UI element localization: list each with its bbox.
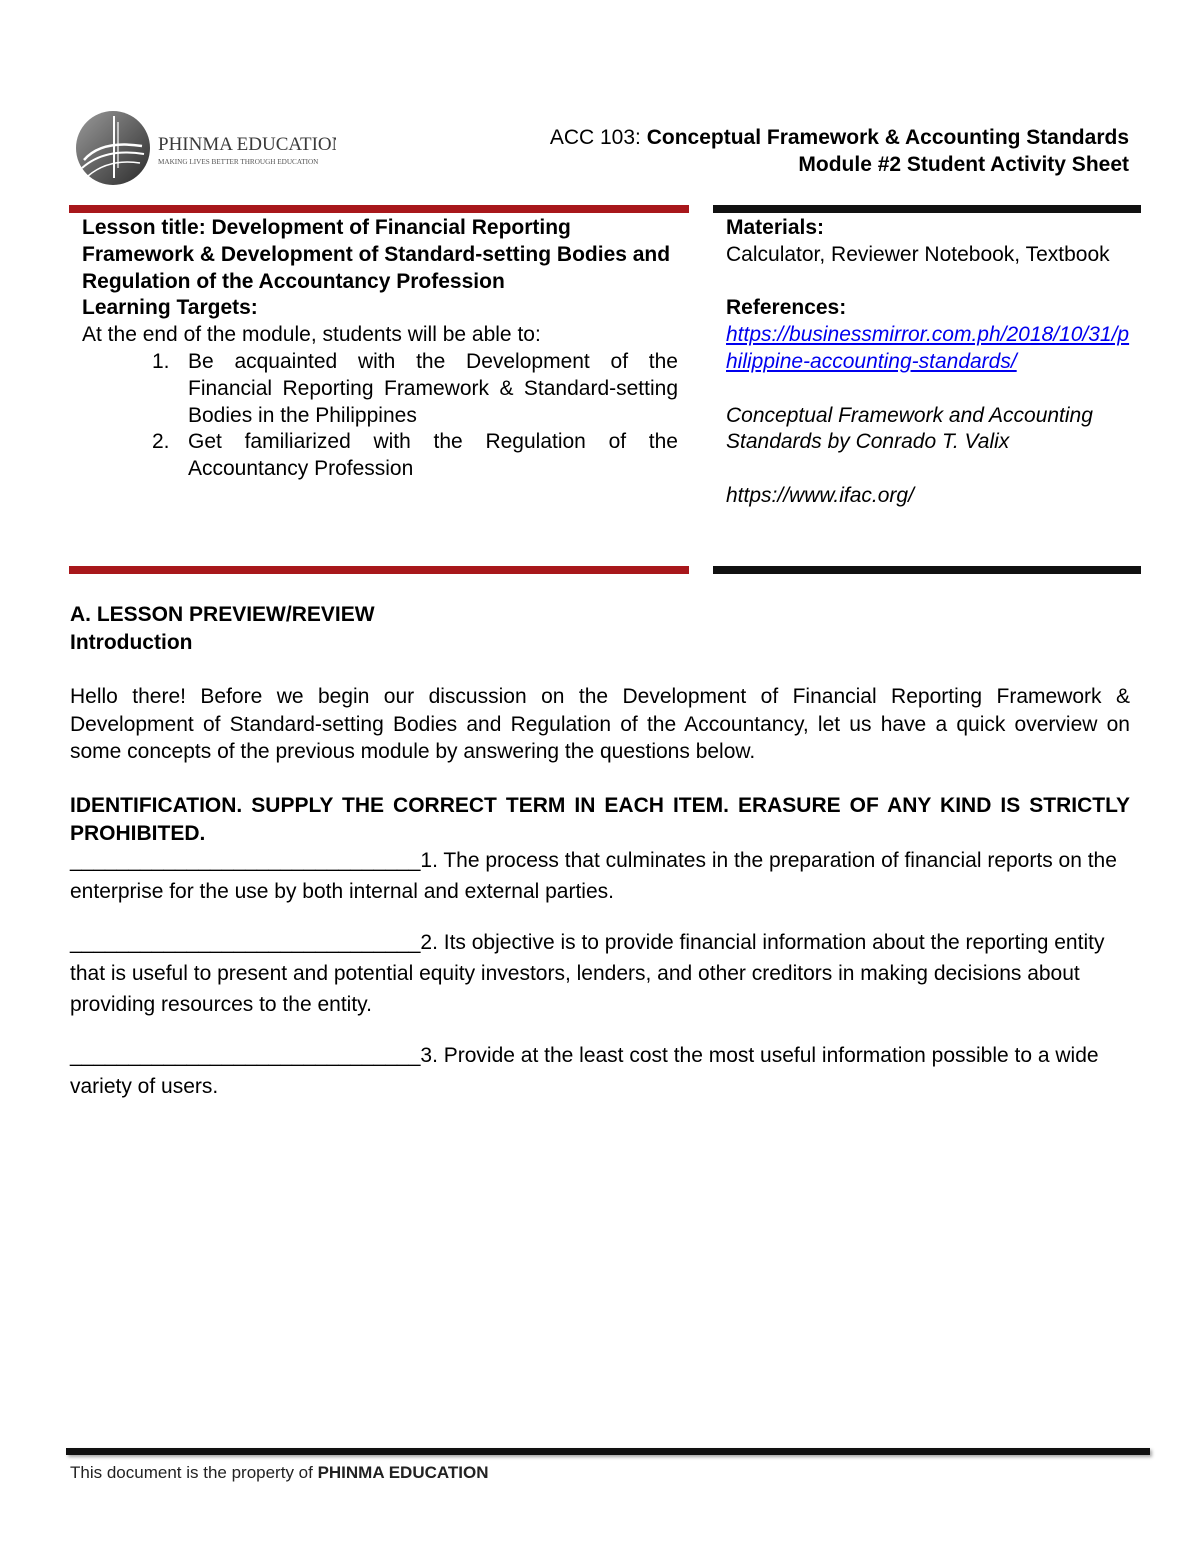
course-title: Conceptual Framework & Accounting Standards xyxy=(646,126,1129,149)
list-item-number: 2. xyxy=(152,430,170,454)
reference-link-businessmirror[interactable]: https://businessmirror.com.ph/2018/10/31/philippine-accounting-standards/ xyxy=(726,323,1130,373)
course-code: ACC 103: xyxy=(549,126,647,149)
materials-text: Calculator, Reviewer Notebook, Textbook xyxy=(726,242,1110,266)
materials-heading: Materials: xyxy=(726,216,825,239)
svg-text:MAKING LIVES BETTER THROUGH ED: MAKING LIVES BETTER THROUGH EDUCATION xyxy=(158,158,319,166)
question-item xyxy=(70,1040,1130,1102)
footer-prefix: This document is the property of xyxy=(70,1463,318,1482)
left-box-top-rule xyxy=(69,205,689,213)
reference-link-ifac[interactable]: https://www.ifac.org/ xyxy=(726,483,914,507)
right-box-bottom-rule xyxy=(713,566,1141,574)
question-item xyxy=(70,845,1130,907)
left-box-bottom-rule xyxy=(69,566,689,574)
question-text: 3. Provide at the least cost the most useful information possible to a wide variety of users. xyxy=(70,1044,1099,1098)
learning-targets-intro: At the end of the module, students will be able to: xyxy=(82,323,541,347)
list-item xyxy=(82,429,678,483)
phinma-logo xyxy=(74,108,336,192)
list-item-text: Be acquainted with the Development of the Financial Reporting Framework & Standard-setting Bodies in the Philippines xyxy=(188,349,678,427)
introduction-paragraph: Hello there! Before we begin our discussion on the Development of Financial Reporting Framework & Development of Standard-setting Bodies and Regulation of the Accountancy, let us have a quick overview on some concepts of the previous module by answering the questions below. xyxy=(70,685,1130,763)
section-a-heading: A. LESSON PREVIEW/REVIEW xyxy=(70,603,375,626)
lesson-info-box xyxy=(82,215,678,483)
question-item xyxy=(70,927,1130,1020)
section-a-heading-block xyxy=(70,601,1130,657)
course-title-line xyxy=(420,124,1129,151)
list-item-text: Get familiarized with the Regulation of the Accountancy Profession xyxy=(188,430,678,481)
list-item-number: 1. xyxy=(152,349,170,373)
question-text: 1. The process that culminates in the preparation of financial reports on the enterprise for the use by both internal and external parties. xyxy=(70,849,1117,903)
learning-targets-heading: Learning Targets: xyxy=(82,296,258,320)
footer-rule xyxy=(66,1448,1150,1455)
answer-blank[interactable]: ______________________________ xyxy=(70,849,421,872)
right-box-top-rule xyxy=(713,205,1141,213)
identification-instructions: IDENTIFICATION. SUPPLY THE CORRECT TERM IN EACH ITEM. ERASURE OF ANY KIND IS STRICTLY PROHIBITED. xyxy=(70,794,1130,845)
svg-text:PHINMA EDUCATION: PHINMA EDUCATION xyxy=(158,134,336,155)
logo-emblem-icon xyxy=(74,108,336,192)
answer-blank[interactable]: ______________________________ xyxy=(70,931,421,954)
lesson-title: Lesson title: Development of Financial Reporting Framework & Development of Standard-setting Bodies and Regulation of the Accountancy Profession xyxy=(82,216,671,293)
list-item xyxy=(82,349,678,429)
question-text: 2. Its objective is to provide financial information about the reporting entity that is useful to present and potential equity investors, lenders, and other creditors in making decisions about providing resources to the entity. xyxy=(70,931,1105,1016)
footer-ownership-note xyxy=(70,1462,489,1484)
reference-book: Conceptual Framework and Accounting Standards by Conrado T. Valix xyxy=(726,403,1093,454)
section-a-subheading: Introduction xyxy=(70,631,193,654)
references-heading: References: xyxy=(726,296,847,320)
footer-owner: PHINMA EDUCATION xyxy=(317,1463,489,1482)
learning-targets-list xyxy=(82,349,678,483)
materials-references-box xyxy=(726,215,1130,510)
answer-blank[interactable]: ______________________________ xyxy=(70,1044,421,1067)
module-label: Module #2 Student Activity Sheet xyxy=(798,153,1129,176)
